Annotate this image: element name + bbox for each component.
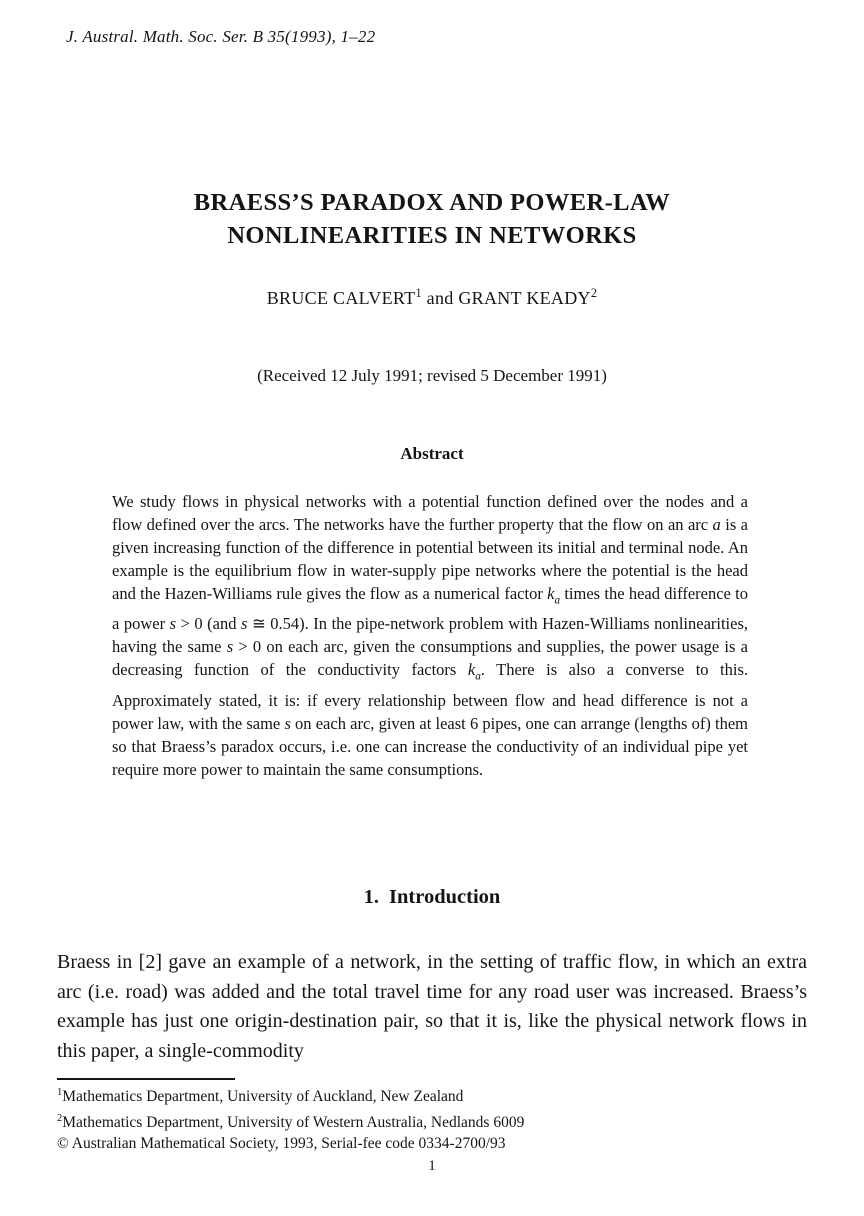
section-heading xyxy=(0,886,864,909)
footnotes-block xyxy=(57,1082,757,1155)
abstract-text: We study flows in physical networks with a potential function defined over the nodes and a flow defined over the arcs. The networks have the further property that the flow on an arc a is a given increasing function of the difference in potential between its initial and terminal node. An example is the equilibrium flow in water-supply pipe networks where the potential is the head and the Hazen-Williams rule gives the flow as a numerical factor $k_a$ times the head difference to a power s > 0 (and s ≅ 0.54). In the pipe-network problem with Hazen-Williams nonlinearities, having the same s > 0 on each arc, given the consumptions and supplies, the power usage is a decreasing function of the conductivity factors $k_a$. There is also a converse to this. Approximately stated, it is: if every relationship between flow and head difference is not a power law, with the same s on each arc, given at least 6 pipes, one can arrange (lengths of) them so that Braess’s paradox occurs, i.e. one can increase the conductivity of an individual pipe yet require more power to maintain the same consumptions. xyxy=(112,492,749,779)
footnote-1-marker: 1 xyxy=(57,1087,63,1098)
journal-header: J. Austral. Math. Soc. Ser. B 35(1993), 1–22 xyxy=(66,27,376,46)
footnote-divider xyxy=(57,1078,235,1080)
abstract-heading: Abstract xyxy=(400,444,464,463)
section-number: 1. xyxy=(363,886,380,908)
footnote-2-text: Mathematics Department, University of Western Australia, Nedlands 6009 xyxy=(62,1113,525,1131)
copyright-line: © Australian Mathematical Society, 1993, Serial-fee code 0334-2700/93 xyxy=(57,1135,506,1153)
section-title: Introduction xyxy=(389,886,501,908)
received-line: (Received 12 July 1991; revised 5 December 1991) xyxy=(257,366,607,385)
authors-line: BRUCE CALVERT$^1$ and GRANT KEADY$^2$ xyxy=(266,286,598,308)
paper-title-line2: NONLINEARITIES IN NETWORKS xyxy=(227,222,637,249)
footnote-1-text: Mathematics Department, University of Auckland, New Zealand xyxy=(62,1088,464,1106)
footnote-1 xyxy=(57,1082,757,1108)
intro-paragraph: Braess in [2] gave an example of a network, in the setting of traffic flow, in which an extra arc (i.e. road) was added and the total travel time for any road user was increased. Braess’s example has just one origin-destination pair, so that it is, like the physical network flows in this paper, a single-commodity xyxy=(57,951,807,1062)
footnote-2-marker: 2 xyxy=(57,1112,63,1124)
page-number: 1 xyxy=(428,1158,436,1174)
paper-title xyxy=(0,186,864,252)
footnote-2 xyxy=(57,1108,757,1134)
paper-title-line1: BRAESS’S PARADOX AND POWER-LAW xyxy=(193,189,671,216)
